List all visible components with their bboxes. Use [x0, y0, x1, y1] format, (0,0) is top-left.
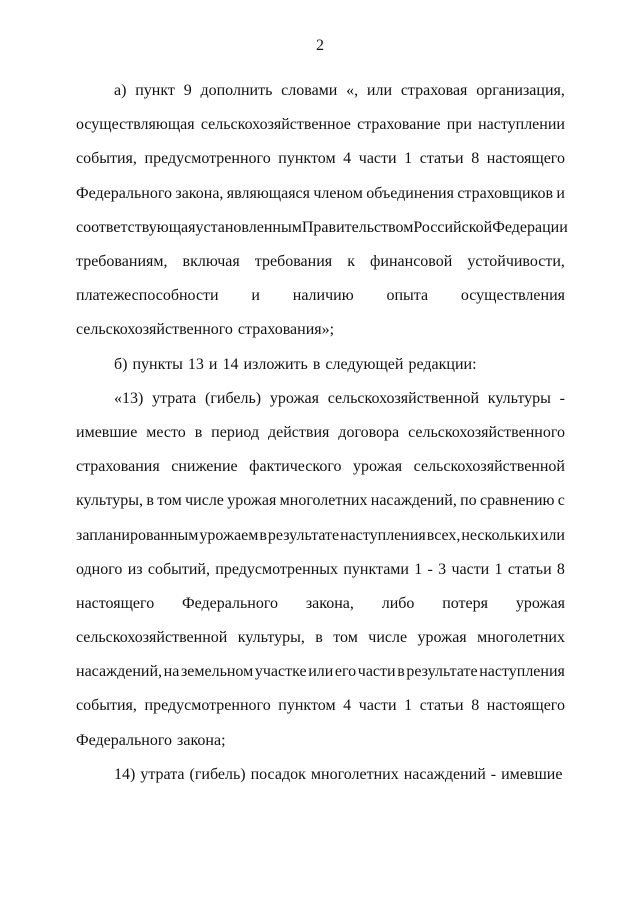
text-line: б) пункты 13 и 14 изложить в следующей редакции: — [114, 355, 477, 373]
text-line: страхования снижение фактического урожая сельскохозяйственной — [76, 458, 565, 476]
text-line: одного из событий, предусмотренных пунктами 1 - 3 части 1 статьи 8 — [76, 560, 565, 578]
paragraph-item-b — [76, 348, 565, 382]
text-line: события, предусмотренного пунктом 4 части 1 статьи 8 настоящего — [76, 697, 565, 715]
text-line: события, предусмотренного пунктом 4 части 1 статьи 8 настоящего — [76, 150, 565, 168]
text-line: Федерального закона; — [76, 731, 226, 749]
text-line: соответствующая установленным Правительством Российской Федерации — [76, 218, 568, 236]
paragraph-item-a — [76, 74, 568, 348]
text-line: Федерального закона, являющаяся членом объединения страховщиков и — [76, 184, 565, 202]
text-line: платежеспособности и наличию опыта осуществления — [76, 287, 565, 305]
text-line: имевшие место в период действия договора сельскохозяйственного — [76, 423, 565, 441]
page-number: 2 — [316, 37, 324, 54]
text-line: сельскохозяйственной культуры, в том числе урожая многолетних — [76, 629, 565, 647]
text-line: запланированным урожаем в результате наступления всех, нескольких или — [76, 526, 565, 544]
text-line: 14) утрата (гибель) посадок многолетних насаждений - имевшие — [114, 765, 563, 783]
text-line: осуществляющая сельскохозяйственное страхование при наступлении — [76, 116, 565, 134]
text-line: а) пункт 9 дополнить словами «, или страховая организация, — [114, 82, 565, 100]
paragraph-point-13 — [76, 382, 565, 758]
text-line: «13) утрата (гибель) урожая сельскохозяйственной культуры - — [114, 389, 565, 407]
text-line: сельскохозяйственного страхования»; — [76, 321, 335, 339]
paragraph-point-14 — [76, 758, 565, 792]
text-line: культуры, в том числе урожая многолетних насаждений, по сравнению с — [76, 492, 565, 510]
text-line: требованиям, включая требования к финансовой устойчивости, — [76, 253, 565, 271]
text-line: настоящего Федерального закона, либо потеря урожая — [76, 594, 565, 612]
document-body — [76, 74, 568, 792]
text-line: насаждений, на земельном участке или его части в результате наступления — [76, 663, 565, 681]
